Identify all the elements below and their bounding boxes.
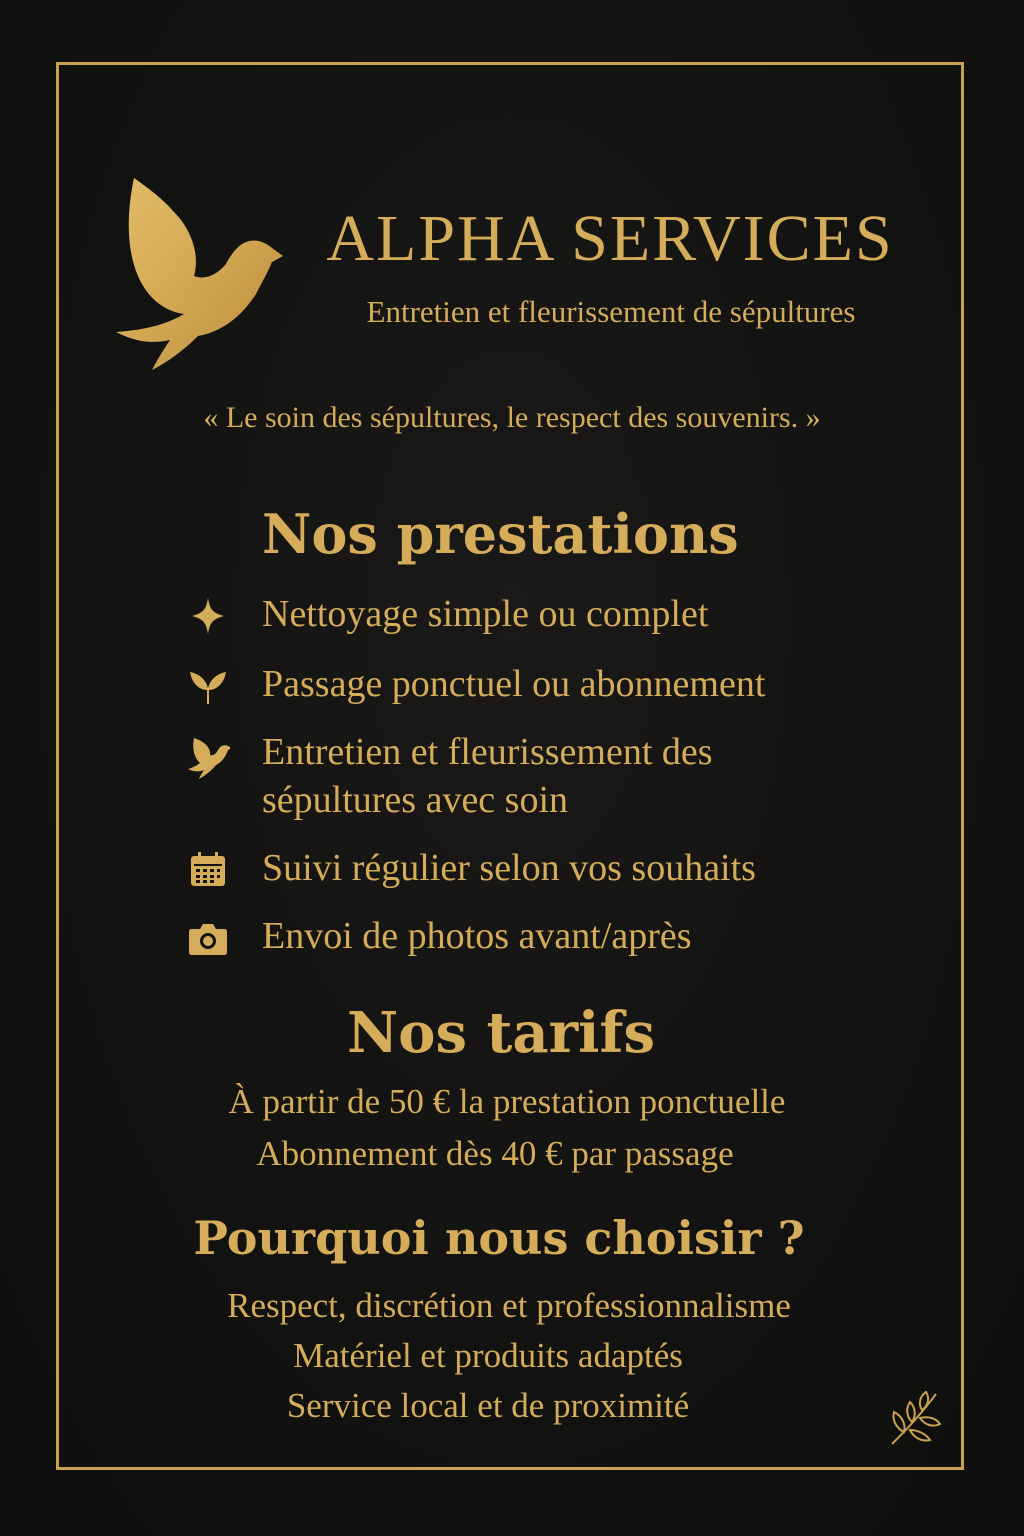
service-item-flowering: [180, 728, 900, 828]
service-label: Passage ponctuel ou abonnement: [262, 663, 766, 705]
dove-icon: [112, 176, 284, 372]
sprout-icon: [186, 664, 230, 708]
brand-subtitle: Entretien et fleurissement de sépultures: [366, 294, 856, 329]
why-line: Service local et de proximité: [286, 1386, 690, 1425]
why-heading: Pourquoi nous choisir ?: [193, 1211, 805, 1265]
service-label: Nettoyage simple ou complet: [262, 593, 709, 635]
why-line: Matériel et produits adaptés: [293, 1336, 683, 1375]
olive-branch-icon: [884, 1388, 946, 1448]
service-item-visit: [180, 660, 900, 710]
service-label: sépultures avec soin: [262, 779, 569, 821]
calendar-icon: [186, 848, 230, 892]
brand-title: ALPHA SERVICES: [326, 202, 894, 275]
pricing-line: À partir de 50 € la prestation ponctuelle: [228, 1082, 786, 1121]
pricing-line: Abonnement dès 40 € par passage: [256, 1134, 734, 1173]
camera-icon: [186, 916, 230, 960]
service-item-cleaning: [180, 590, 900, 640]
tagline-quote: « Le soin des sépultures, le respect des souvenirs. »: [203, 401, 821, 434]
service-item-photos: [180, 912, 900, 962]
why-line: Respect, discrétion et professionnalisme: [227, 1286, 791, 1325]
service-label: Suivi régulier selon vos souhaits: [262, 847, 756, 889]
service-label: Entretien et fleurissement des: [262, 731, 713, 773]
service-item-followup: [180, 844, 900, 894]
pricing-heading: Nos tarifs: [346, 1000, 656, 1066]
dove-icon: [186, 736, 230, 780]
sparkle-icon: [186, 594, 230, 638]
service-label: Envoi de photos avant/après: [262, 915, 692, 957]
services-heading: Nos prestations: [262, 502, 739, 566]
